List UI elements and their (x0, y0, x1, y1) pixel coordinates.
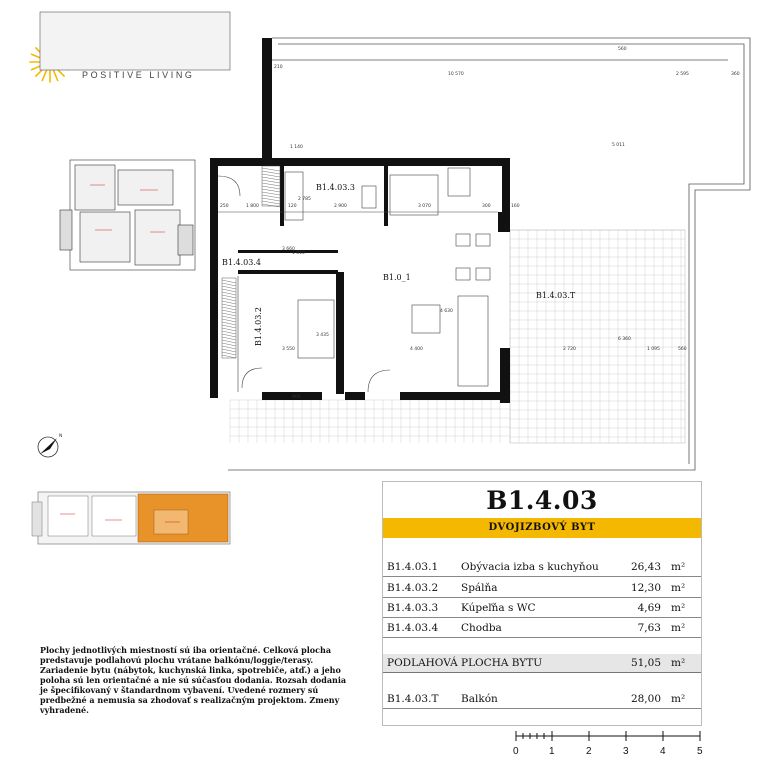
svg-text:2: 2 (586, 746, 592, 757)
svg-text:0: 0 (513, 746, 519, 757)
svg-text:560: 560 (618, 47, 627, 52)
svg-text:6 360: 6 360 (618, 337, 631, 342)
svg-text:560: 560 (678, 347, 687, 352)
brand-tagline: POSITIVE LIVING (82, 70, 195, 80)
svg-text:10 570: 10 570 (448, 72, 464, 77)
svg-text:900: 900 (292, 395, 301, 400)
walls (210, 38, 510, 403)
svg-text:1 140: 1 140 (290, 145, 303, 150)
location-key-plan (30, 484, 235, 554)
apartment-code: B1.4.03 (486, 486, 598, 515)
svg-text:4: 4 (660, 746, 666, 757)
svg-text:120: 120 (288, 204, 297, 209)
svg-text:5: 5 (697, 746, 703, 757)
key-plan-bottom (40, 12, 230, 70)
svg-text:160: 160 (511, 204, 520, 209)
svg-text:1 095: 1 095 (647, 347, 660, 352)
svg-text:360: 360 (731, 72, 740, 77)
svg-text:N: N (59, 434, 63, 439)
svg-text:250: 250 (220, 204, 229, 209)
room-row: B1.4.03.3 Kúpeľňa s WC 4,69 m² (383, 599, 701, 618)
room-label-balcony: B1.4.03.T (536, 291, 576, 300)
balcony-tiles (510, 230, 685, 443)
balcony-outline (228, 38, 750, 470)
room-label-living: B1.0_1 (383, 273, 411, 282)
disclaimer-note: Plochy jednotlivých miestností sú iba orientačné. Celková plocha predstavuje podlahovú plochu vrátane balkónu/loggie/terasy. Zariadenie bytu (nábytok, kuchynská linka, spotrebiče, atď.) a jeho poloha sú len orientačné a nie sú súčasťou dodania. Rozsah dodania je špecifikovaný v štandardnom vybavení. Uvedené rozmery sú predbežné a nemusia sa zhodovať s realizačným projektom. Zmeny vyhradené. (40, 645, 347, 715)
svg-text:5 011: 5 011 (612, 143, 625, 148)
svg-text:4 400: 4 400 (410, 347, 423, 352)
svg-text:3 550: 3 550 (282, 347, 295, 352)
room-row: B1.4.03.4 Chodba 7,63 m² (383, 619, 701, 638)
apartment-type: DVOJIZBOVÝ BYT (383, 518, 701, 538)
svg-text:300: 300 (482, 204, 491, 209)
svg-text:2 900: 2 900 (334, 204, 347, 209)
svg-text:3: 3 (623, 746, 629, 757)
plan-lines (218, 168, 498, 392)
svg-text:1 800: 1 800 (246, 204, 259, 209)
svg-text:4 630: 4 630 (440, 309, 453, 314)
scale-bar (500, 728, 720, 758)
apartment-info-card (382, 481, 702, 726)
svg-text:210: 210 (274, 65, 283, 70)
room-label-bathroom: B1.4.03.3 (316, 183, 355, 192)
svg-text:3 435: 3 435 (316, 333, 329, 338)
room-label-hallway: B1.4.03.4 (222, 258, 261, 267)
svg-text:3 660: 3 660 (282, 247, 295, 252)
svg-text:1 510: 1 510 (292, 251, 305, 256)
north-arrow-icon (38, 433, 62, 457)
svg-text:2 785: 2 785 (298, 197, 311, 202)
room-row: B1.4.03.2 Spálňa 12,30 m² (383, 579, 701, 598)
svg-text:3 070: 3 070 (418, 204, 431, 209)
key-plan-top (60, 160, 195, 270)
svg-text:2 595: 2 595 (676, 72, 689, 77)
room-row: B1.4.03.1 Obývacia izba s kuchyňou 26,43 m² (383, 558, 701, 577)
balcony-row: B1.4.03.T Balkón 28,00 m² (383, 690, 701, 709)
total-area-row: PODLAHOVÁ PLOCHA BYTU 51,05 m² (383, 654, 701, 673)
svg-text:1: 1 (549, 746, 555, 757)
svg-text:2 720: 2 720 (563, 347, 576, 352)
room-label-bedroom: B1.4.03.2 (254, 307, 263, 346)
